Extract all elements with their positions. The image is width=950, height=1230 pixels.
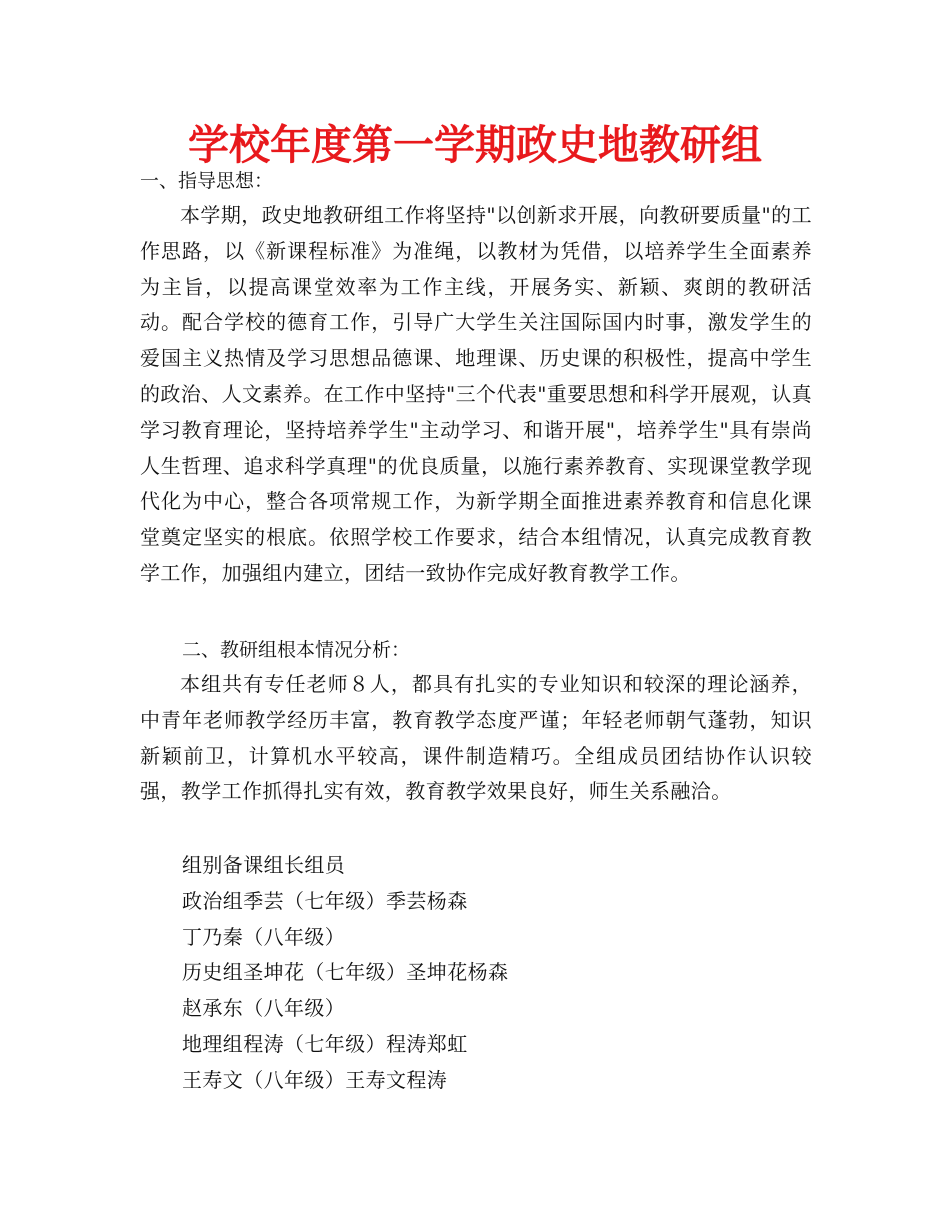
group-roster-line: 政治组季芸（七年级）季芸杨森 — [182, 888, 468, 913]
group-analysis-paragraph: 本组共有专任老师８人，都具有扎实的专业知识和较深的理论涵养，中青年老师教学经历丰富，教育教学态度严谨；年轻老师朝气蓬勃，知识新颖前卫，计算机水平较高，课件制造精巧。全组成员团结协作认识较强，教学工作抓得扎实有效，教育教学效果良好，师生关系融洽。 — [140, 672, 812, 804]
section-heading-guiding-thought: 一、指导思想： — [140, 170, 274, 192]
group-roster-line: 丁乃秦（八年级） — [182, 924, 346, 949]
group-roster-line: 历史组圣坤花（七年级）圣坤花杨森 — [182, 960, 509, 985]
group-roster-line: 赵承东（八年级） — [182, 996, 346, 1021]
document-title: 学校年度第一学期政史地教研组 — [188, 121, 762, 169]
group-roster-line: 王寿文（八年级）王寿文程涛 — [182, 1067, 448, 1092]
guiding-thought-paragraph: 本学期，政史地教研组工作将坚持"以创新求开展，向教研要质量"的工作思路，以《新课程标准》为准绳，以教材为凭借，以培养学生全面素养为主旨，以提高课堂效率为工作主线，开展务实、新颖、爽朗的教研活动。配合学校的德育工作，引导广大学生关注国际国内时事，激发学生的爱国主义热情及学习思想品德课、地理课、历史课的积极性，提高中学生的政治、人文素养。在工作中坚持"三个代表"重要思想和科学开展观，认真学习教育理论，坚持培养学生"主动学习、和谐开展"，培养学生"具有崇尚人生哲理、追求科学真理"的优良质量，以施行素养教育、实现课堂教学现代化为中心，整合各项常规工作，为新学期全面推进素养教育和信息化课堂奠定坚实的根底。依照学校工作要求，结合本组情况，认真完成教育教学工作，加强组内建立，团结一致协作完成好教育教学工作。 — [140, 203, 812, 585]
section-heading-group-analysis: 二、教研组根本情况分析： — [182, 639, 411, 661]
group-roster-line: 地理组程涛（七年级）程涛郑虹 — [182, 1031, 468, 1056]
group-roster-list — [182, 848, 508, 1099]
group-roster-line: 组别备课组长组员 — [182, 853, 346, 877]
